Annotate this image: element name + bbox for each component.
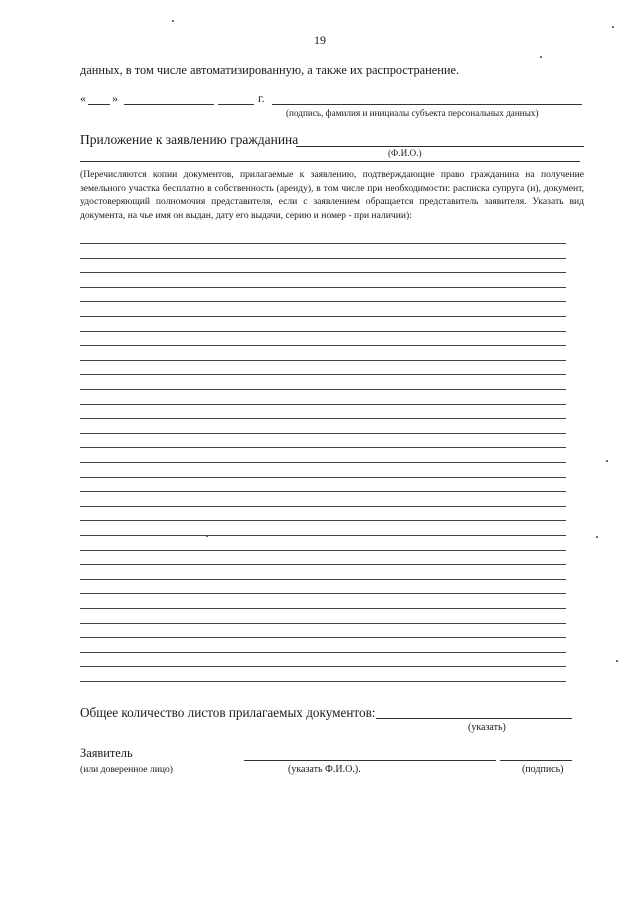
document-list-line[interactable] [80, 462, 566, 463]
scan-speck [606, 460, 608, 462]
scan-speck [616, 660, 618, 662]
document-list-line[interactable] [80, 520, 566, 521]
document-list-line[interactable] [80, 579, 566, 580]
document-list-line[interactable] [80, 608, 566, 609]
document-list-line[interactable] [80, 287, 566, 288]
subject-signature-caption: (подпись, фамилия и инициалы субъекта персональных данных) [286, 108, 539, 118]
document-list-line[interactable] [80, 535, 566, 536]
document-list-line[interactable] [80, 477, 566, 478]
applicant-signature-caption: (подпись) [522, 764, 564, 775]
attachment-heading: Приложение к заявлению гражданина [80, 132, 299, 147]
document-list-line[interactable] [80, 564, 566, 565]
document-list-line[interactable] [80, 404, 566, 405]
document-list-line[interactable] [80, 666, 566, 667]
year-blank[interactable] [218, 104, 254, 105]
consent-text: данных, в том числе автоматизированную, а также их распространение. [80, 63, 460, 77]
document-list-line[interactable] [80, 623, 566, 624]
month-blank[interactable] [124, 104, 214, 105]
scan-speck [206, 535, 208, 537]
document-list-line[interactable] [80, 681, 566, 682]
year-suffix: г. [258, 91, 265, 105]
attachment-instructions: (Перечисляются копии документов, прилагаемые к заявлению, подтверждающие право гражданина на получение земельного участка бесплатно в собственность (аренду), в том числе при необходимости: расписка супруга (и), документ, удостоверяющий полномочия представителя, если с заявлением обращается представитель заявителя. Указать вид документа, на чье имя он выдан, дату его выдачи, серию и номер - при наличии): [80, 169, 584, 221]
document-list-line[interactable] [80, 506, 566, 507]
scan-speck [540, 56, 542, 58]
citizen-fio-blank[interactable] [296, 146, 584, 147]
document-list-line[interactable] [80, 447, 566, 448]
page-number: 19 [314, 33, 326, 47]
fio-caption: (Ф.И.О.) [388, 148, 422, 158]
document-list-line[interactable] [80, 345, 566, 346]
applicant-label: Заявитель [80, 746, 133, 760]
date-open-quote: « [80, 91, 86, 105]
document-list-line[interactable] [80, 331, 566, 332]
document-list-line[interactable] [80, 360, 566, 361]
document-list-line[interactable] [80, 243, 566, 244]
document-list-line[interactable] [80, 258, 566, 259]
document-list-line[interactable] [80, 433, 566, 434]
document-list-line[interactable] [80, 637, 566, 638]
document-list-line[interactable] [80, 374, 566, 375]
scan-speck [596, 536, 598, 538]
document-list-line[interactable] [80, 652, 566, 653]
total-sheets-blank[interactable] [376, 718, 572, 719]
document-list-line[interactable] [80, 301, 566, 302]
citizen-fio-continuation-blank[interactable] [80, 161, 580, 162]
subject-signature-blank[interactable] [272, 104, 582, 105]
document-list-line[interactable] [80, 316, 566, 317]
document-list-line[interactable] [80, 389, 566, 390]
applicant-signature-blank[interactable] [500, 760, 572, 761]
document-list-line[interactable] [80, 418, 566, 419]
total-sheets-caption: (указать) [468, 722, 506, 733]
document-list-line[interactable] [80, 491, 566, 492]
applicant-fio-caption: (указать Ф.И.О.). [288, 764, 361, 775]
applicant-fio-blank[interactable] [244, 760, 496, 761]
applicant-sub-label: (или доверенное лицо) [80, 764, 174, 775]
day-blank[interactable] [88, 104, 110, 105]
total-sheets-label: Общее количество листов прилагаемых документов: [80, 705, 376, 720]
scan-speck [172, 20, 174, 22]
document-list-line[interactable] [80, 550, 566, 551]
scan-speck [612, 26, 614, 28]
date-close-quote: » [112, 91, 118, 105]
document-list-line[interactable] [80, 272, 566, 273]
document-list-line[interactable] [80, 593, 566, 594]
